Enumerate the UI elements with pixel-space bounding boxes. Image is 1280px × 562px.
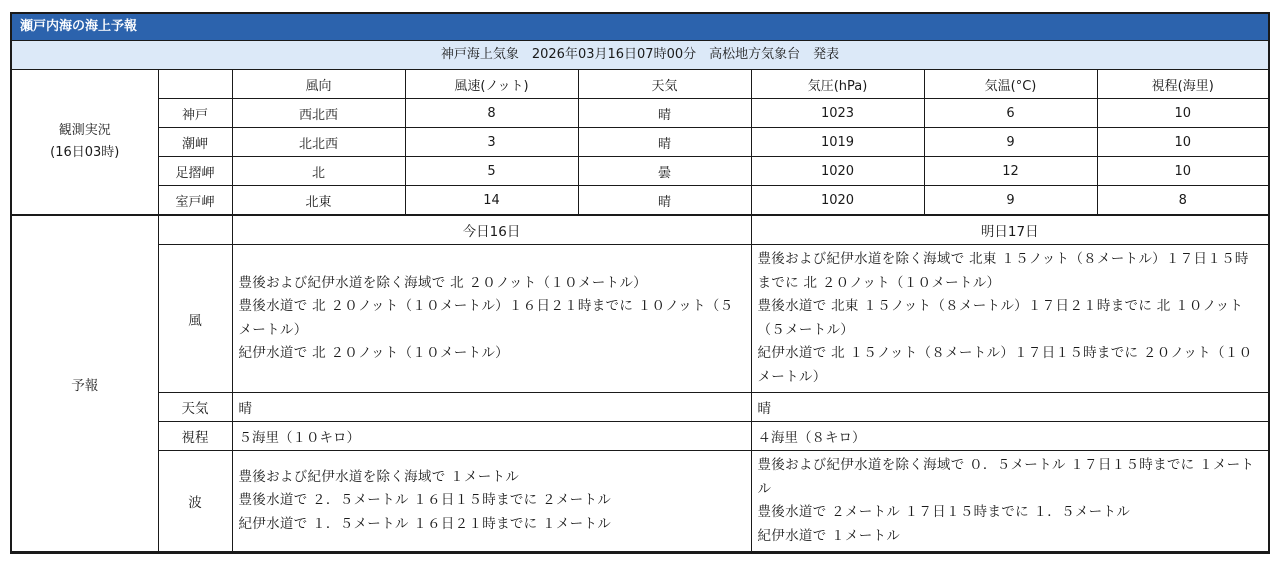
temperature-cell: 9 <box>924 186 1097 215</box>
wind-speed-cell: 3 <box>405 128 578 157</box>
visibility-cell: 8 <box>1097 186 1268 215</box>
visibility-today-cell: ５海里（１０キロ） <box>232 422 751 451</box>
forecast-label: 予報 <box>12 216 158 552</box>
weather-cell: 晴 <box>578 186 751 215</box>
waves-today-cell <box>232 451 751 552</box>
forecast-header-blank <box>158 216 232 245</box>
table-row <box>12 128 1268 157</box>
pressure-cell: 1020 <box>751 186 924 215</box>
wind-today-line: 豊後水道で 北 ２０ノット（１０メートル）１６日２１時までに １０ノット（５メートル） <box>238 298 734 338</box>
waves-tomorrow-line: 紀伊水道で １メートル <box>757 527 901 544</box>
weather-cell: 曇 <box>578 157 751 186</box>
pressure-cell: 1023 <box>751 99 924 128</box>
header-weather: 天気 <box>578 70 751 99</box>
waves-today-line: 豊後水道で ２．５メートル １６日１５時までに ２メートル <box>238 492 612 509</box>
visibility-row-label: 視程 <box>158 422 232 451</box>
day-today-header: 今日16日 <box>232 216 751 245</box>
waves-row-label: 波 <box>158 451 232 552</box>
waves-today-line: 紀伊水道で １．５メートル １６日２１時までに １メートル <box>238 515 612 532</box>
wind-today-line: 豊後および紀伊水道を除く海域で 北 ２０ノット（１０メートル） <box>238 274 647 291</box>
station-name: 神戸 <box>158 99 232 128</box>
issue-header: 神戸海上気象 2026年03月16日07時00分 高松地方気象台 発表 <box>12 41 1268 70</box>
header-wind-speed: 風速(ノット) <box>405 70 578 99</box>
waves-tomorrow-line: 豊後および紀伊水道を除く海域で ０．５メートル １７日１５時までに １メートル <box>757 457 1255 497</box>
forecast-waves-row <box>12 451 1268 552</box>
wind-direction-cell: 西北西 <box>232 99 405 128</box>
weather-tomorrow-cell: 晴 <box>751 393 1268 422</box>
header-temperature: 気温(°C) <box>924 70 1097 99</box>
header-visibility: 視程(海里) <box>1097 70 1268 99</box>
wind-tomorrow-line: 豊後および紀伊水道を除く海域で 北東 １５ノット（８メートル）１７日１５時までに 北 ２０ノット（１０メートル） <box>757 251 1249 291</box>
wind-direction-cell: 北 <box>232 157 405 186</box>
forecast-day-header-row <box>12 216 1268 245</box>
waves-tomorrow-line: 豊後水道で ２メートル １７日１５時までに １．５メートル <box>757 504 1131 520</box>
temperature-cell: 9 <box>924 128 1097 157</box>
weather-today-cell: 晴 <box>232 393 751 422</box>
forecast-visibility-row <box>12 422 1268 451</box>
weather-cell: 晴 <box>578 128 751 157</box>
wind-speed-cell: 5 <box>405 157 578 186</box>
wind-speed-cell: 8 <box>405 99 578 128</box>
temperature-cell: 6 <box>924 99 1097 128</box>
station-name: 室戸岬 <box>158 186 232 215</box>
table-row <box>12 186 1268 215</box>
day-tomorrow-header: 明日17日 <box>751 216 1268 245</box>
forecast-weather-row <box>12 393 1268 422</box>
table-row <box>12 157 1268 186</box>
station-name: 足摺岬 <box>158 157 232 186</box>
marine-forecast-panel <box>10 12 1270 554</box>
waves-today-line: 豊後および紀伊水道を除く海域で １メートル <box>238 468 520 485</box>
pressure-cell: 1019 <box>751 128 924 157</box>
observation-label <box>12 70 158 215</box>
wind-tomorrow-line: 豊後水道で 北東 １５ノット（８メートル）１７日２１時までに 北 １０ノット（５メートル） <box>757 298 1244 338</box>
observation-table <box>12 70 1268 215</box>
temperature-cell: 12 <box>924 157 1097 186</box>
wind-today-line: 紀伊水道で 北 ２０ノット（１０メートル） <box>238 345 509 361</box>
wind-tomorrow-cell <box>751 245 1268 393</box>
weather-row-label: 天気 <box>158 393 232 422</box>
observation-label-title: 観測実況 <box>58 123 111 138</box>
visibility-cell: 10 <box>1097 99 1268 128</box>
observation-label-time: (16日03時) <box>50 145 120 160</box>
wind-speed-cell: 14 <box>405 186 578 215</box>
visibility-tomorrow-cell: ４海里（８キロ） <box>751 422 1268 451</box>
wind-row-label: 風 <box>158 245 232 393</box>
forecast-wind-row <box>12 245 1268 393</box>
waves-tomorrow-cell <box>751 451 1268 552</box>
visibility-cell: 10 <box>1097 157 1268 186</box>
header-pressure: 気圧(hPa) <box>751 70 924 99</box>
table-row <box>12 99 1268 128</box>
observation-header-row <box>12 70 1268 99</box>
station-header-blank <box>158 70 232 99</box>
wind-direction-cell: 北東 <box>232 186 405 215</box>
forecast-table <box>12 215 1268 552</box>
wind-today-cell <box>232 245 751 393</box>
weather-cell: 晴 <box>578 99 751 128</box>
station-name: 潮岬 <box>158 128 232 157</box>
header-wind-direction: 風向 <box>232 70 405 99</box>
visibility-cell: 10 <box>1097 128 1268 157</box>
wind-direction-cell: 北北西 <box>232 128 405 157</box>
page-title: 瀬戸内海の海上予報 <box>12 14 1268 41</box>
pressure-cell: 1020 <box>751 157 924 186</box>
wind-tomorrow-line: 紀伊水道で 北 １５ノット（８メートル）１７日１５時までに ２０ノット（１０メートル） <box>757 345 1253 385</box>
